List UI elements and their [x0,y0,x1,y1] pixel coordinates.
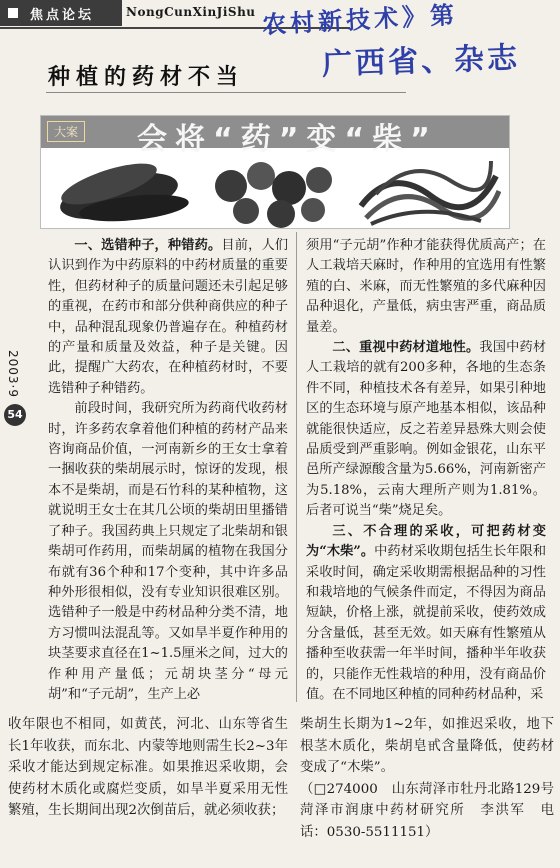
section-label: 焦点论坛 [30,7,95,23]
paragraph: 柴胡生长期为1~2年，如推迟采收，地下根茎木质化，柴胡皂甙含量降低，使药材变成了“木柴”。 [300,717,554,775]
left-column [48,236,288,705]
handwritten-note-1: 农村新技术》第 [261,0,459,40]
title-rule [46,92,406,93]
handwritten-note-2: 广西省、杂志 [321,40,521,83]
section-header [0,0,122,26]
paragraph: 二、重视中药材道地性。我国中药材人工栽培的就有200多种，各地的生态条件不同，种植技术各有差异，如果引种地区的生态环境与原产地基本相似，该品种就能很快适应，反之若差异悬殊大则会使品质受到严重影响。例如金银花，山东平邑所产绿源酸含量为5.66%，河南新密产为5.18%，云南大理所产则为1.81%。后者可说当“柴”烧足矣。 [306,340,547,519]
paragraph: 收年限也不相同，如黄芪，河北、山东等省生长1年收获，而东北、内蒙等地则需生长2~3年采收才能达到规定标准。如果推迟采收期，会使药材木质化或腐烂变质，如旱半夏采用无性繁殖，生长期间出现2次倒苗后，就必须收获； [8,717,288,818]
bottom-right-column [300,714,554,843]
article-title: 种植的药材不当 [48,65,245,90]
magazine-pinyin: NongCunXinJiShu [126,5,256,19]
section-heading: 一、选错种子，种错药。 [74,238,222,253]
square-icon [8,8,18,18]
section-heading: 三、不合理的采收，可把药材变为“木柴”。 [306,523,546,560]
column-divider [296,232,297,702]
herb-root-image [49,146,199,228]
banner-tag: 大案 [47,121,85,142]
paragraph: 三、不合理的采收，可把药材变为“木柴”。中药材采收期包括生长年限和采收时间，确定采收期需根据品种的习性和栽培地的气候条件而定，不得因为商品短缺，价格上涨，就提前采收，使药效成分含量低，甚至无效。如天麻有性繁殖从播种至收获需一年半时间，播种半年收获的，只能作无性栽培的种用，没有商品价值。在不同地区种植的同种药材品种，采 [306,523,547,702]
article-banner [40,115,510,229]
paragraph: 前段时间，我研究所为药商代收药材时，许多药农拿着他们种植的药材产品来咨询商品价值，一河南新乡的王女士拿着一捆收获的柴胡展示时，惊讶的发现，根本不是柴胡，而是石竹科的某种植物，这就说明王女士在其几公顷的柴胡田里播错了种子。我国药典上只规定了北柴胡和银柴胡可作药用，而柴胡属的植物在我国分布就有36个种和17个变种，其中许多品种外形很相似，没有专业知识很难区别。选错种子一般是中药材品种分类不清，地方习惯叫法混乱等。又如旱半夏作种用的块茎要求直径在1~1.5厘米之间，过大的作种用产量低；元胡块茎分“母元胡”和“子元胡”，生产上必 [48,401,288,702]
bottom-left-column [8,714,288,822]
herb-tuber-image [201,146,351,228]
banner-headline: 会将“药”变“柴” [137,122,438,157]
page-number: 54 [4,404,26,426]
paragraph: 一、选错种子，种错药。目前，人们认识到作为中药原料的中药材质量的重要性，但药材种子的质量问题还未引起足够的重视，在药市和部分供种商供应的种子中，品种混乱现象仍普遍存在。种植药材的产量和质量及效益，种子是关键。因此，提醒广大药农，在种植药材时，不要选错种子种错药。 [48,238,289,396]
paragraph: 须用“子元胡”作种才能获得优质高产；在人工栽培天麻时，作种用的宜选用有性繁殖的白、米麻，而无性繁殖的多代麻种因品种退化，产量低，病虫害严重，商品质量差。 [306,238,546,335]
section-heading: 二、重视中药材道地性。 [332,340,480,356]
issue-year: 2003·9 [6,350,20,398]
contact-info: （□274000 山东菏泽市牡丹北路129号菏泽市润康中药材研究所 李洪军 电话：0530-5511151） [300,781,554,840]
herb-cordyceps-image [351,146,501,228]
right-column [306,236,546,705]
